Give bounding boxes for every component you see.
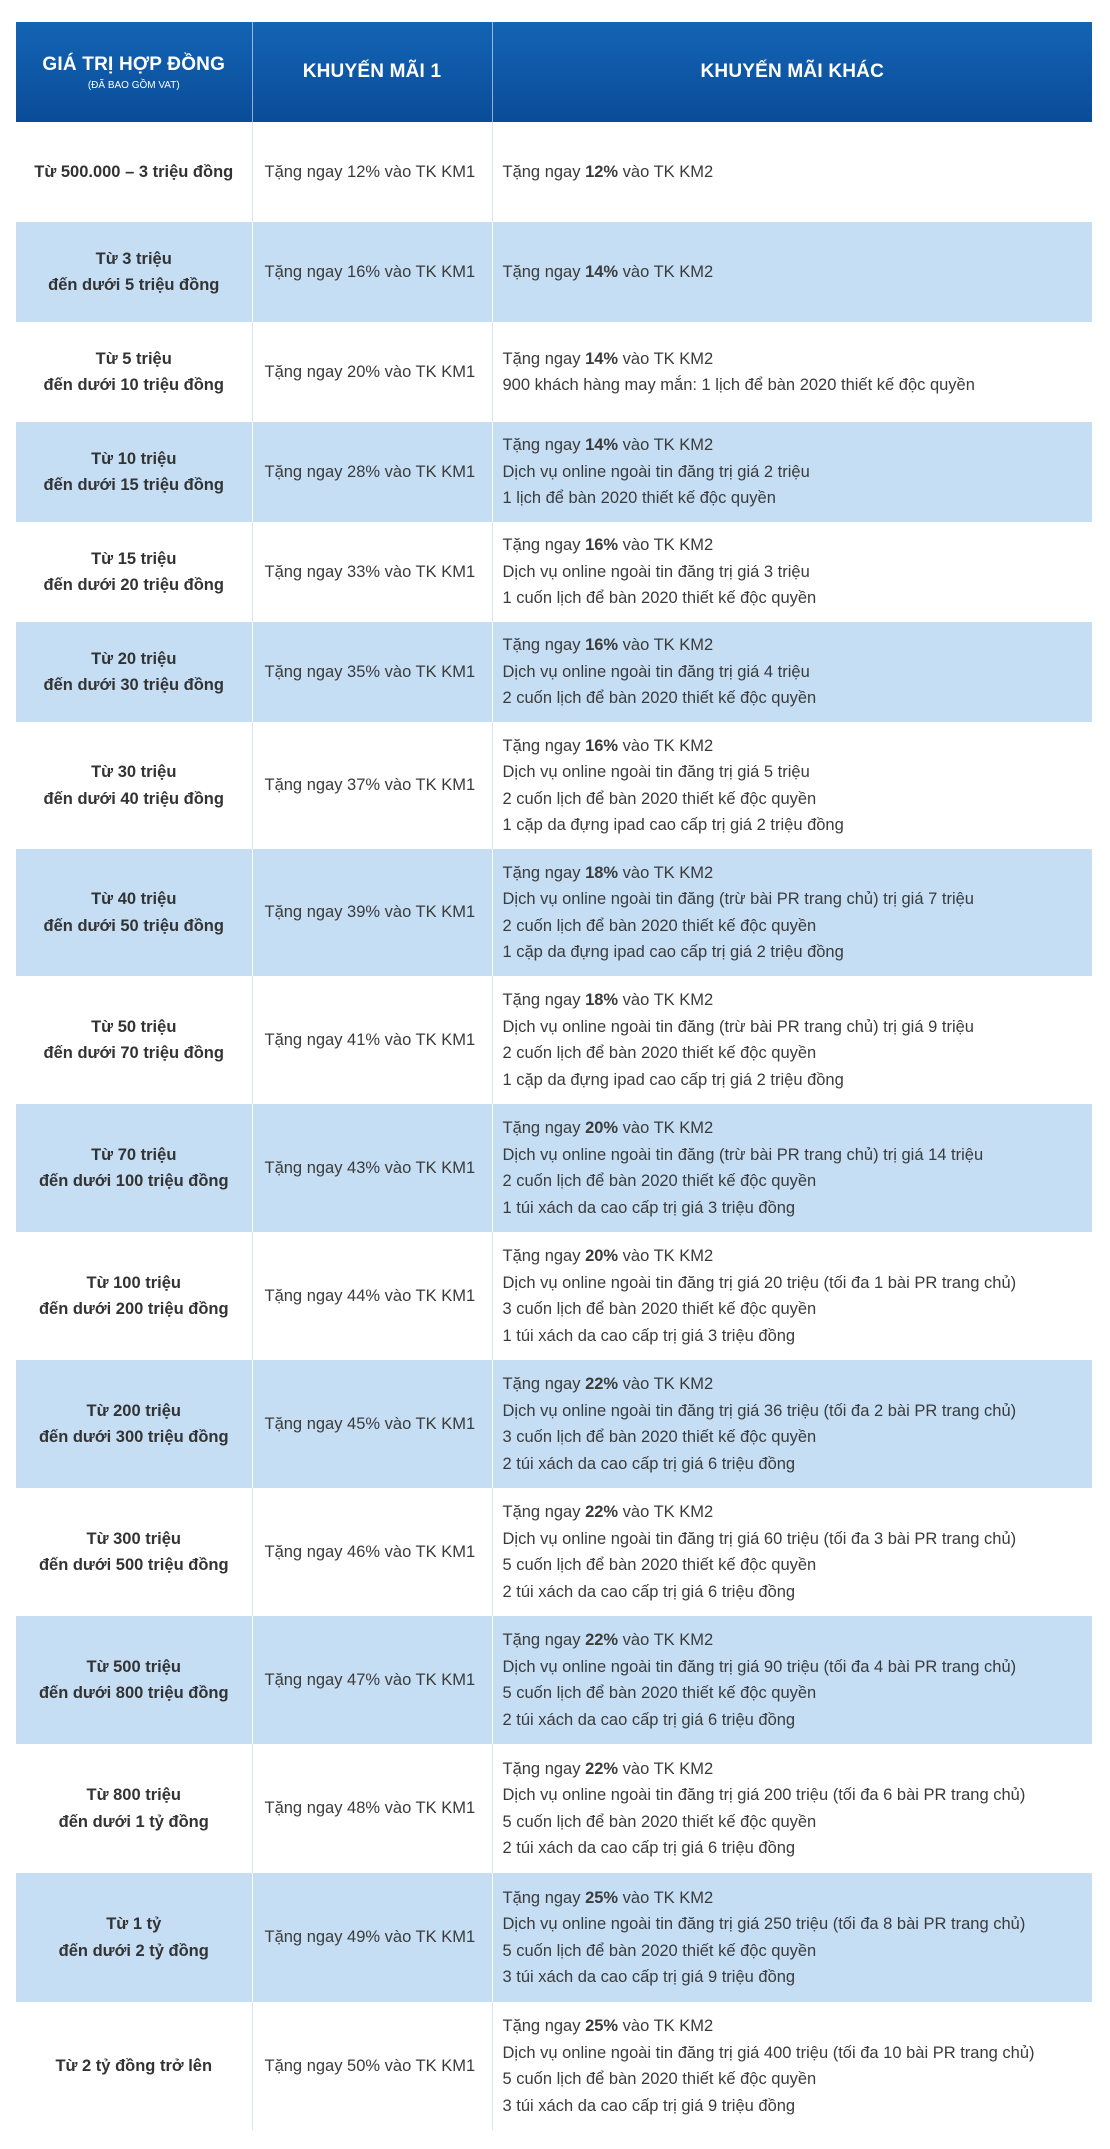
tier-cell <box>16 1616 252 1744</box>
tier-cell <box>16 976 252 1104</box>
extra-benefit-line: 3 túi xách da cao cấp trị giá 9 triệu đồng <box>502 2096 796 2115</box>
km2-line <box>503 1371 1093 1398</box>
header-contract-value <box>16 22 252 122</box>
extra-benefit-line: 5 cuốn lịch để bàn 2020 thiết kế độc quyền <box>502 1812 817 1831</box>
km2-prefix: Tặng ngay <box>502 1375 586 1393</box>
km2-suffix: vào TK KM2 <box>618 1503 714 1521</box>
promo-other-cell <box>492 2002 1092 2130</box>
km2-line <box>503 259 1093 286</box>
km2-percent: 14% <box>585 436 619 455</box>
promo-1-text: Tặng ngay 47% vào TK KM1 <box>264 1670 476 1689</box>
extra-benefit-line: Dịch vụ online ngoài tin đăng trị giá 60 triệu (tối đa 3 bài PR trang chủ) <box>502 1529 1017 1548</box>
promo-1-text: Tặng ngay 45% vào TK KM1 <box>264 1414 476 1433</box>
km2-suffix: vào TK KM2 <box>618 1375 714 1393</box>
tier-line: Từ 15 triệu <box>91 549 177 568</box>
promo-1-cell <box>252 1104 492 1232</box>
table-header <box>16 22 1092 122</box>
extra-benefit-line: 5 cuốn lịch để bàn 2020 thiết kế độc quyền <box>502 1684 817 1702</box>
extra-benefit-line: Dịch vụ online ngoài tin đăng (trừ bài PR trang chủ) trị giá 9 triệu <box>502 1017 974 1036</box>
promo-1-cell <box>252 1488 492 1616</box>
km2-line <box>503 1499 1093 1526</box>
table-row <box>16 976 1092 1104</box>
tier-cell <box>16 522 252 622</box>
extra-benefit-line: 3 túi xách da cao cấp trị giá 9 triệu đồng <box>502 1968 796 1986</box>
km2-line <box>503 733 1093 760</box>
table-row <box>16 1232 1092 1360</box>
promo-other-cell <box>492 522 1092 622</box>
extra-benefit-line: 1 cặp da đựng ipad cao cấp trị giá 2 triệu đồng <box>502 943 844 961</box>
extra-benefit-line: 2 túi xách da cao cấp trị giá 6 triệu đồng <box>502 1582 796 1601</box>
km2-percent: 22% <box>585 1631 619 1649</box>
extra-benefit-line: 5 cuốn lịch để bàn 2020 thiết kế độc quyền <box>502 2070 817 2088</box>
tier-line: Từ 50 triệu <box>91 1017 177 1036</box>
km2-percent: 14% <box>585 349 619 368</box>
extra-benefit-line: 2 cuốn lịch để bàn 2020 thiết kế độc quyền <box>502 789 817 808</box>
promo-other-cell <box>492 122 1092 222</box>
extra-benefit-line: 5 cuốn lịch để bàn 2020 thiết kế độc quyền <box>502 1941 817 1960</box>
extra-benefit-line: Dịch vụ online ngoài tin đăng trị giá 5 triệu <box>502 763 810 781</box>
tier-cell <box>16 1488 252 1616</box>
km2-line <box>503 159 1093 186</box>
table-row <box>16 2002 1092 2130</box>
km2-suffix: vào TK KM2 <box>618 2017 714 2035</box>
promo-1-text: Tặng ngay 46% vào TK KM1 <box>264 1542 476 1561</box>
km2-prefix: Tặng ngay <box>502 1119 586 1137</box>
km2-prefix: Tặng ngay <box>502 1759 586 1778</box>
tier-line: Từ 3 triệu <box>95 249 172 268</box>
km2-percent: 22% <box>585 1759 619 1778</box>
extra-benefit-line: 2 túi xách da cao cấp trị giá 6 triệu đồng <box>502 1454 796 1473</box>
extra-benefit-line: 2 túi xách da cao cấp trị giá 6 triệu đồng <box>502 1839 796 1857</box>
km2-line <box>503 432 1093 459</box>
tier-line: Từ 200 triệu <box>86 1401 181 1420</box>
km2-prefix: Tặng ngay <box>502 1888 586 1907</box>
km2-suffix: vào TK KM2 <box>618 1631 714 1649</box>
promo-1-cell <box>252 1616 492 1744</box>
extra-benefit-line: 1 cặp da đựng ipad cao cấp trị giá 2 triệu đồng <box>502 816 844 834</box>
promo-other-cell <box>492 976 1092 1104</box>
extra-benefit-line: 2 cuốn lịch để bàn 2020 thiết kế độc quyền <box>502 1044 817 1062</box>
table-row <box>16 222 1092 322</box>
table-row <box>16 522 1092 622</box>
km2-suffix: vào TK KM2 <box>618 349 714 368</box>
table-row <box>16 1744 1092 1873</box>
table-row <box>16 722 1092 849</box>
tier-line: đến dưới 800 triệu đồng <box>38 1684 229 1702</box>
promo-1-cell <box>252 2002 492 2130</box>
tier-cell <box>16 1360 252 1488</box>
km2-percent: 25% <box>585 1888 619 1907</box>
header-row <box>16 22 1092 122</box>
promo-1-cell <box>252 222 492 322</box>
extra-benefit-line: Dịch vụ online ngoài tin đăng trị giá 400 triệu (tối đa 10 bài PR trang chủ) <box>502 2043 1035 2062</box>
header-contract-value-title: GIÁ TRỊ HỢP ĐỒNG <box>42 53 226 75</box>
header-promo-1 <box>252 22 492 122</box>
km2-prefix: Tặng ngay <box>502 1631 586 1649</box>
promo-1-text: Tặng ngay 20% vào TK KM1 <box>264 362 476 381</box>
tier-line: Từ 10 triệu <box>91 449 177 468</box>
promo-1-text: Tặng ngay 39% vào TK KM1 <box>264 903 476 922</box>
tier-cell <box>16 322 252 422</box>
tier-line: Từ 30 triệu <box>91 763 177 781</box>
extra-benefit-line: 2 cuốn lịch để bàn 2020 thiết kế độc quyền <box>502 1172 817 1190</box>
table-row <box>16 1488 1092 1616</box>
km2-percent: 16% <box>585 536 619 555</box>
tier-line: đến dưới 300 triệu đồng <box>38 1428 229 1446</box>
promo-other-cell <box>492 1232 1092 1360</box>
tier-line: Từ 70 triệu <box>91 1145 177 1164</box>
km2-percent: 18% <box>585 863 619 882</box>
extra-benefit-line: Dịch vụ online ngoài tin đăng trị giá 20 triệu (tối đa 1 bài PR trang chủ) <box>502 1273 1017 1292</box>
km2-percent: 16% <box>585 636 619 655</box>
promo-other-cell <box>492 722 1092 849</box>
tier-line: đến dưới 40 triệu đồng <box>43 789 224 808</box>
km2-line <box>503 532 1093 559</box>
extra-benefit-line: 1 lịch để bàn 2020 thiết kế độc quyền <box>502 489 776 508</box>
promo-1-cell <box>252 976 492 1104</box>
tier-line: đến dưới 200 triệu đồng <box>38 1300 229 1318</box>
promo-1-text: Tặng ngay 44% vào TK KM1 <box>264 1286 476 1305</box>
km2-line <box>503 2013 1093 2040</box>
extra-benefit-line: Dịch vụ online ngoài tin đăng trị giá 2 triệu <box>502 462 810 481</box>
tier-cell <box>16 122 252 222</box>
promo-1-cell <box>252 1232 492 1360</box>
tier-line: Từ 100 triệu <box>86 1273 181 1292</box>
km2-prefix: Tặng ngay <box>502 863 586 882</box>
km2-prefix: Tặng ngay <box>502 736 586 755</box>
km2-prefix: Tặng ngay <box>502 1247 586 1265</box>
promo-1-cell <box>252 122 492 222</box>
extra-benefit-line: 3 cuốn lịch để bàn 2020 thiết kế độc quyền <box>502 1428 817 1446</box>
promo-1-text: Tặng ngay 48% vào TK KM1 <box>264 1799 476 1818</box>
extra-benefit-line: Dịch vụ online ngoài tin đăng trị giá 250 triệu (tối đa 8 bài PR trang chủ) <box>502 1915 1026 1933</box>
km2-percent: 20% <box>585 1119 619 1137</box>
km2-line <box>503 860 1093 887</box>
extra-benefit-line: Dịch vụ online ngoài tin đăng trị giá 4 triệu <box>502 662 810 681</box>
extra-benefit-line: 2 cuốn lịch để bàn 2020 thiết kế độc quyền <box>502 689 817 708</box>
table-row <box>16 322 1092 422</box>
km2-line <box>503 1885 1093 1912</box>
promo-other-cell <box>492 1744 1092 1873</box>
promo-1-cell <box>252 1360 492 1488</box>
extra-benefit-line: Dịch vụ online ngoài tin đăng (trừ bài PR trang chủ) trị giá 7 triệu <box>502 890 974 908</box>
tier-line: Từ 500 triệu <box>86 1657 181 1676</box>
km2-suffix: vào TK KM2 <box>618 1888 714 1907</box>
tier-line: đến dưới 20 triệu đồng <box>43 576 224 594</box>
promo-1-text: Tặng ngay 41% vào TK KM1 <box>264 1030 476 1049</box>
km2-prefix: Tặng ngay <box>502 262 586 281</box>
tier-line: đến dưới 15 triệu đồng <box>43 476 224 494</box>
tier-cell <box>16 622 252 722</box>
extra-benefit-line: 1 túi xách da cao cấp trị giá 3 triệu đồng <box>502 1198 796 1217</box>
km2-line <box>503 1627 1093 1654</box>
extra-benefit-line: 1 túi xách da cao cấp trị giá 3 triệu đồng <box>502 1326 796 1345</box>
km2-prefix: Tặng ngay <box>502 536 586 555</box>
promo-other-cell <box>492 622 1092 722</box>
km2-suffix: vào TK KM2 <box>618 262 714 281</box>
km2-suffix: vào TK KM2 <box>618 636 714 655</box>
promo-other-cell <box>492 1616 1092 1744</box>
km2-line <box>503 1756 1093 1783</box>
tier-cell <box>16 1232 252 1360</box>
km2-percent: 12% <box>585 162 619 181</box>
extra-benefit-line: 3 cuốn lịch để bàn 2020 thiết kế độc quyền <box>502 1300 817 1318</box>
tier-cell <box>16 422 252 522</box>
promo-other-cell <box>492 422 1092 522</box>
table-body <box>16 122 1092 2130</box>
km2-percent: 20% <box>585 1247 619 1265</box>
table-row <box>16 849 1092 976</box>
tier-line: đến dưới 50 triệu đồng <box>43 916 224 935</box>
km2-percent: 22% <box>585 1375 619 1393</box>
km2-line <box>503 632 1093 659</box>
km2-prefix: Tặng ngay <box>502 436 586 455</box>
tier-line: đến dưới 70 triệu đồng <box>43 1044 224 1062</box>
km2-line <box>503 346 1093 373</box>
tier-line: Từ 800 triệu <box>86 1786 181 1804</box>
tier-line: đến dưới 500 triệu đồng <box>38 1556 229 1574</box>
extra-benefit-line: Dịch vụ online ngoài tin đăng trị giá 3 triệu <box>502 562 810 581</box>
km2-line <box>503 1243 1093 1270</box>
tier-line: Từ 300 triệu <box>86 1529 181 1548</box>
tier-line: đến dưới 5 triệu đồng <box>48 276 220 294</box>
extra-benefit-line: 1 cặp da đựng ipad cao cấp trị giá 2 triệu đồng <box>502 1070 844 1089</box>
extra-benefit-line: 900 khách hàng may mắn: 1 lịch để bàn 2020 thiết kế độc quyền <box>502 376 975 394</box>
table-row <box>16 1616 1092 1744</box>
promo-1-text: Tặng ngay 12% vào TK KM1 <box>264 162 476 181</box>
promo-table <box>16 22 1092 2130</box>
table-row <box>16 122 1092 222</box>
promo-1-cell <box>252 849 492 976</box>
promo-1-cell <box>252 522 492 622</box>
km2-suffix: vào TK KM2 <box>618 736 714 755</box>
tier-line: Từ 40 triệu <box>91 890 177 908</box>
tier-cell <box>16 849 252 976</box>
tier-line: đến dưới 1 tỷ đồng <box>58 1812 209 1831</box>
table-row <box>16 1360 1092 1488</box>
extra-benefit-line: 2 cuốn lịch để bàn 2020 thiết kế độc quyền <box>502 916 817 935</box>
promo-table-container <box>16 22 1092 2130</box>
tier-line: đến dưới 2 tỷ đồng <box>58 1941 209 1960</box>
table-row <box>16 422 1092 522</box>
promo-1-text: Tặng ngay 35% vào TK KM1 <box>264 662 476 681</box>
promo-1-cell <box>252 322 492 422</box>
extra-benefit-line: 2 túi xách da cao cấp trị giá 6 triệu đồng <box>502 1710 796 1729</box>
tier-line: Từ 1 tỷ <box>106 1915 162 1933</box>
km2-percent: 14% <box>585 262 619 281</box>
tier-cell <box>16 1104 252 1232</box>
km2-suffix: vào TK KM2 <box>618 863 714 882</box>
extra-benefit-line: Dịch vụ online ngoài tin đăng trị giá 36 triệu (tối đa 2 bài PR trang chủ) <box>502 1401 1017 1420</box>
promo-1-text: Tặng ngay 16% vào TK KM1 <box>264 262 476 281</box>
extra-benefit-line: Dịch vụ online ngoài tin đăng trị giá 200 triệu (tối đa 6 bài PR trang chủ) <box>502 1786 1026 1804</box>
promo-1-text: Tặng ngay 49% vào TK KM1 <box>264 1928 476 1947</box>
tier-cell <box>16 222 252 322</box>
km2-percent: 18% <box>585 991 619 1009</box>
promo-1-text: Tặng ngay 43% vào TK KM1 <box>264 1158 476 1177</box>
header-promo-other-title: KHUYẾN MÃI KHÁC <box>700 61 884 82</box>
promo-1-cell <box>252 622 492 722</box>
promo-1-text: Tặng ngay 37% vào TK KM1 <box>264 776 476 795</box>
tier-line: đến dưới 10 triệu đồng <box>43 376 224 394</box>
km2-percent: 25% <box>585 2017 619 2035</box>
km2-suffix: vào TK KM2 <box>618 991 714 1009</box>
promo-other-cell <box>492 1104 1092 1232</box>
promo-other-cell <box>492 1488 1092 1616</box>
km2-line <box>503 1115 1093 1142</box>
promo-other-cell <box>492 1873 1092 2002</box>
km2-percent: 16% <box>585 736 619 755</box>
km2-suffix: vào TK KM2 <box>618 536 714 555</box>
extra-benefit-line: Dịch vụ online ngoài tin đăng (trừ bài PR trang chủ) trị giá 14 triệu <box>502 1145 984 1164</box>
tier-line: đến dưới 30 triệu đồng <box>43 676 224 694</box>
tier-line: Từ 2 tỷ đồng trở lên <box>55 2056 213 2075</box>
km2-prefix: Tặng ngay <box>502 162 586 181</box>
promo-1-text: Tặng ngay 50% vào TK KM1 <box>264 2056 476 2075</box>
tier-cell <box>16 722 252 849</box>
table-row <box>16 1873 1092 2002</box>
header-contract-value-subtitle: (ĐÃ BAO GỒM VAT) <box>87 79 180 91</box>
tier-line: Từ 20 triệu <box>91 649 177 668</box>
promo-1-cell <box>252 1873 492 2002</box>
header-promo-other <box>492 22 1092 122</box>
tier-cell <box>16 1873 252 2002</box>
tier-line: Từ 5 triệu <box>95 349 172 368</box>
promo-other-cell <box>492 849 1092 976</box>
promo-1-cell <box>252 1744 492 1873</box>
promo-other-cell <box>492 222 1092 322</box>
km2-prefix: Tặng ngay <box>502 1503 586 1521</box>
extra-benefit-line: 5 cuốn lịch để bàn 2020 thiết kế độc quyền <box>502 1556 817 1574</box>
km2-prefix: Tặng ngay <box>502 349 586 368</box>
km2-suffix: vào TK KM2 <box>618 1759 714 1778</box>
promo-1-cell <box>252 422 492 522</box>
km2-prefix: Tặng ngay <box>502 991 586 1009</box>
extra-benefit-line: 1 cuốn lịch để bàn 2020 thiết kế độc quyền <box>502 589 817 608</box>
promo-1-text: Tặng ngay 28% vào TK KM1 <box>264 462 476 481</box>
promo-other-cell <box>492 322 1092 422</box>
extra-benefit-line: Dịch vụ online ngoài tin đăng trị giá 90 triệu (tối đa 4 bài PR trang chủ) <box>502 1657 1017 1676</box>
km2-percent: 22% <box>585 1503 619 1521</box>
km2-prefix: Tặng ngay <box>502 2017 586 2035</box>
km2-suffix: vào TK KM2 <box>618 1119 714 1137</box>
km2-suffix: vào TK KM2 <box>618 436 714 455</box>
promo-1-text: Tặng ngay 33% vào TK KM1 <box>264 562 476 581</box>
tier-line: đến dưới 100 triệu đồng <box>38 1172 229 1190</box>
tier-line: Từ 500.000 – 3 triệu đồng <box>34 162 234 181</box>
table-row <box>16 622 1092 722</box>
km2-suffix: vào TK KM2 <box>618 162 714 181</box>
tier-cell <box>16 2002 252 2130</box>
promo-1-cell <box>252 722 492 849</box>
tier-cell <box>16 1744 252 1873</box>
km2-prefix: Tặng ngay <box>502 636 586 655</box>
km2-suffix: vào TK KM2 <box>618 1247 714 1265</box>
km2-line <box>503 987 1093 1014</box>
header-promo-1-title: KHUYẾN MÃI 1 <box>302 61 442 82</box>
table-row <box>16 1104 1092 1232</box>
promo-other-cell <box>492 1360 1092 1488</box>
